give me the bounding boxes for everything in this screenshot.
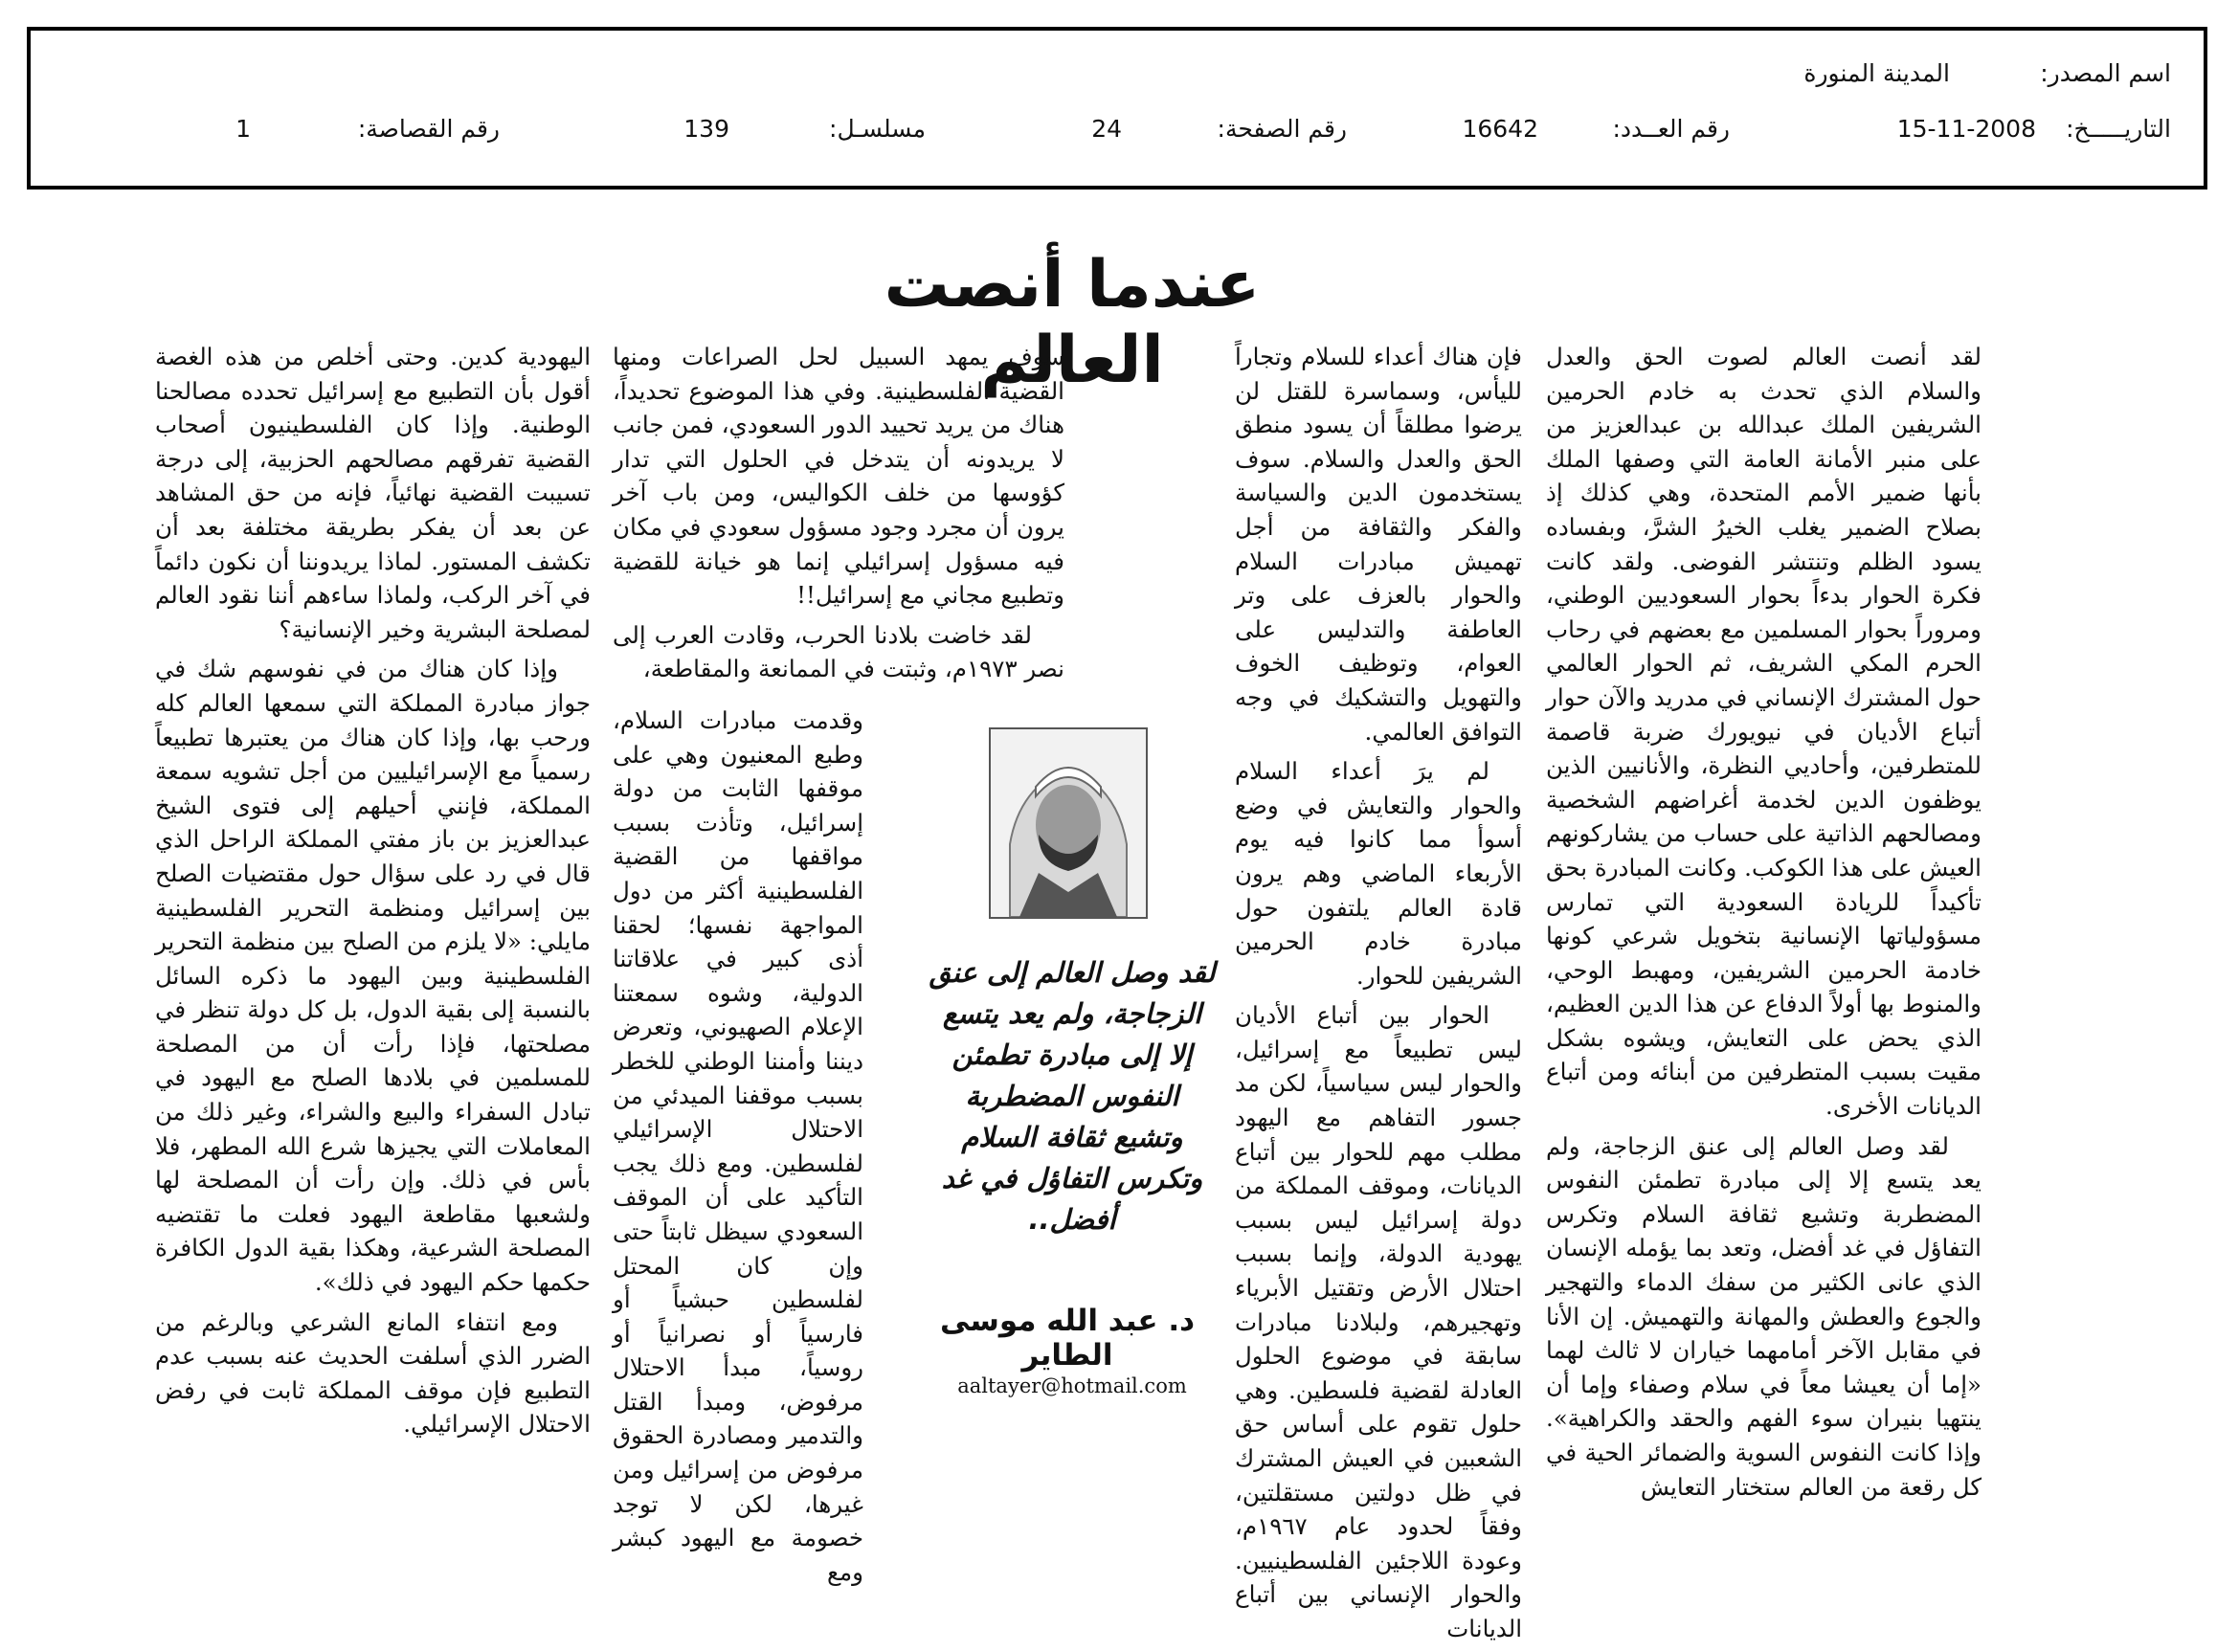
paragraph: لقد وصل العالم إلى عنق الزجاجة، ولم يعد يتسع إلا إلى مبادرة تطمئن النفوس المضطربة وتشيع ثقافة السلام وتكرس التفاؤل في غد أفضل، وتعد بما يؤمله الإنسان الذي عانى الكثير من سفك الدماء والتهجير والجوع والعطش والمهانة والتهميش. إن الأنا في مقابل الآخر أمامهما خياران لا ثالث لهما «إما أن يعيشا معاً في سلام وصفاء وإما أن ينتهيا بنيران سوء الفهم والحقد والكراهية». وإذا كانت النفوس السوية والضمائر الحية في كل رقعة من العالم ستختار التعايش	[1546, 1131, 1982, 1501]
source-value: المدينة المنورة	[1803, 59, 1950, 87]
clip-label: رقم القصاصة:	[357, 115, 500, 143]
issue-value: 16642	[1462, 115, 1538, 143]
serial-value: 139	[683, 115, 729, 143]
paragraph: اليهودية كدين. وحتى أخلص من هذه الغصة أقول بأن التطبيع مع إسرائيل تحدده مصالحنا الوطنية. وإذا كان الفلسطينيون أصحاب القضية تفرقهم مصالحهم الحزبية، إلى درجة تسيبت القضية نهائياً، فإنه من حق المشاهد عن بعد أن يفكر بطريقة مختلفة بعد أن تكشف المستور. لماذا يريدوننا أن نكون دائماً في آخر الركب، ولماذا ساءهم أننا نقود العالم لمصلحة البشرية وخير الإنسانية؟	[155, 343, 591, 643]
issue-label: رقم العــدد:	[1612, 115, 1730, 143]
date-label: التاريـــــخ:	[2066, 115, 2171, 143]
date-value: 15-11-2008	[1896, 115, 2036, 143]
paragraph: لقد أنصت العالم لصوت الحق والعدل والسلام الذي تحدث به خادم الحرمين الشريفين الملك عبدالله بن عبدالعزيز من على منبر الأمانة العامة التي وصفها الملك بأنها ضمير الأمم المتحدة، وهي كذلك إذ بصلاح الضمير يغلب الخيرُ الشرَّ، وبفساده يسود الظلم وتنتشر الفوضى. ولقد كانت فكرة الحوار بدءاً بحوار السعوديين الوطني، ومروراً بحوار المسلمين مع بعضهم في رحاب الحرم المكي الشريف، ثم الحوار العالمي حول المشترك الإنساني في مدريد والآن حوار أتباع الأديان في نيويورك ضربة قاصمة للمتطرفين، وأحاديي النظرة، والأنانيين الذين يوظفون الدين لخدمة أغراضهم الشخصية ومصالحهم الذاتية على حساب من يشاركونهم العيش على هذا الكوكب. وكانت المبادرة بحق تأكيداً للريادة السعودية التي تمارس مسؤولياتها الإنسانية بتخويل شرعي كونها خادمة الحرمين الشريفين، ومهبط الوحي، والمنوط بها أولاً الدفاع عن هذا الدين العظيم، الذي يحض على التعايش، ويشوه بشكل مقيت بسبب المتطرفين من أبنائه ومن أتباع الديانات الأخرى.	[1546, 343, 1982, 1121]
paragraph: لقد خاضت بلادنا الحرب، وقادت العرب إلى نصر ١٩٧٣م، وثبتت في الممانعة والمقاطعة،	[613, 620, 1064, 683]
article-column-3-bottom	[613, 703, 863, 1595]
paragraph: ومع انتفاء المانع الشرعي وبالرغم من الضرر الذي أسلفت الحديث عنه بسبب عدم التطبيع فإن موقف المملكة ثابت في رفض الاحتلال الإسرائيلي.	[155, 1307, 591, 1439]
clipping-header	[27, 27, 2207, 190]
article-column-3-top	[613, 340, 1064, 692]
paragraph: سوف يمهد السبيل لحل الصراعات ومنها القضية الفلسطينية. وفي هذا الموضوع تحديداً، هناك من يريد تحييد الدور السعودي، فمن جانب لا يريدونه أن يتدخل في الحلول التي تدار كؤوسها من خلف الكواليس، ومن باب آخر يرون أن مجرد وجود مسؤول سعودي في مكان فيه مسؤول إسرائيلي إنما هو خيانة للقضية وتطبيع مجاني مع إسرائيل!!	[613, 343, 1064, 610]
source-label: اسم المصدر:	[2040, 59, 2171, 87]
author-name: د. عبد الله موسى الطاير	[940, 1304, 1195, 1373]
author-email: aaltayer@hotmail.com	[957, 1374, 1187, 1397]
author-photo	[989, 727, 1148, 919]
article-column-1	[1546, 340, 1982, 1509]
paragraph: فإن هناك أعداء للسلام وتجاراً لليأس، وسماسرة للقتل لن يرضوا مطلقاً أن يسود منطق الحق والعدل والسلام. سوف يستخدمون الدين والسياسة والفكر والثقافة من أجل تهميش مبادرات السلام والحوار بالعزف على وتر العاطفة والتدليس على العوام، وتوظيف الخوف والتهويل والتشكيك في وجه التوافق العالمي.	[1235, 343, 1522, 746]
pull-quote: لقد وصل العالم إلى عنق الزجاجة، ولم يعد يتسع إلا إلى مبادرة تطمئن النفوس المضطربة وتشيع ثقافة السلام وتكرس التفاؤل في غد أفضل..	[929, 956, 1216, 1236]
clip-value: 1	[235, 115, 251, 143]
paragraph: وقدمت مبادرات السلام، وطبع المعنيون وهي على موقفها الثابت من دولة إسرائيل، وتأذت بسبب مواقفها من القضية الفلسطينية أكثر من دول المواجهة نفسها؛ لحقنا أذى كبير في علاقاتنا الدولية، وشوه سمعتنا الإعلام الصهيوني، وتعرض ديننا وأمننا الوطني للخطر بسبب موقفنا الميدئي من الاحتلال الإسرائيلي لفلسطين. ومع ذلك يجب التأكيد على أن الموقف السعودي سيظل ثابتاً حتى وإن كان المحتل لفلسطين حبشياً أو فارسياً أو نصرانياً أو روسياً، مبدأ الاحتلال مرفوض، ومبدأ القتل والتدمير ومصادرة الحقوق مرفوض من إسرائيل ومن غيرها، لكن لا توجد خصومة مع اليهود كبشر ومع	[613, 706, 863, 1586]
article-title: عندما أنصت العالم	[884, 247, 1261, 398]
paragraph: الحوار بين أتباع الأديان ليس تطبيعاً مع إسرائيل، والحوار ليس سياسياً، لكن مد جسور التفاهم مع اليهود مطلب مهم للحوار بين أتباع الديانات، وموقف المملكة من دولة إسرائيل ليس بسبب يهودية الدولة، وإنما بسبب احتلال الأرض وتقتيل الأبرياء وتهجيرهم، ولبلادنا مبادرات سابقة في موضوع الحلول العادلة لقضية فلسطين. وهي حلول تقوم على أساس حق الشعبين في العيش المشترك في ظل دولتين مستقلتين، وفقاً لحدود عام ١٩٦٧م، وعودة اللاجئين الفلسطينيين. والحوار الإنساني بين أتباع الديانات	[1235, 1001, 1522, 1642]
article-column-2	[1235, 340, 1522, 1652]
paragraph: وإذا كان هناك من في نفوسهم شك في جواز مبادرة المملكة التي سمعها العالم كله ورحب بها، وإذا كان هناك من يعتبرها تطبيعاً رسمياً مع الإسرائيليين من أجل تشويه سمعة المملكة، فإنني أحيلهم إلى فتوى الشيخ عبدالعزيز بن باز مفتي المملكة الراحل الذي قال في رد على سؤال حول مقتضيات الصلح بين إسرائيل ومنظمة التحرير الفلسطينية مايلي: «لا يلزم من الصلح بين منظمة التحرير الفلسطينية وبين اليهود ما ذكره السائل بالنسبة إلى بقية الدول، بل كل دولة تنظر في مصلحتها، فإذا رأت أن من المصلحة للمسلمين في بلادها الصلح مع اليهود في تبادل السفراء والبيع والشراء، وغير ذلك من المعاملات التي يجيزها شرع الله المطهر، فلا بأس في ذلك. وإن رأت أن المصلحة لها ولشعبها مقاطعة اليهود فعلت ما تقتضيه المصلحة الشرعية، وهكذا بقية الدول الكافرة حكمها حكم اليهود في ذلك».	[155, 655, 591, 1297]
serial-label: مسلسـل:	[829, 115, 926, 143]
page-label: رقم الصفحة:	[1217, 115, 1347, 143]
page-value: 24	[1091, 115, 1122, 143]
paragraph: لم يرَ أعداء السلام والحوار والتعايش في وضع أسوأ مما كانوا فيه يوم الأربعاء الماضي وهم يرون قادة العالم يلتفون حول مبادرة خادم الحرمين الشريفين للحوار.	[1235, 757, 1522, 990]
author-portrait-image	[991, 729, 1146, 917]
article-column-4	[155, 340, 591, 1447]
